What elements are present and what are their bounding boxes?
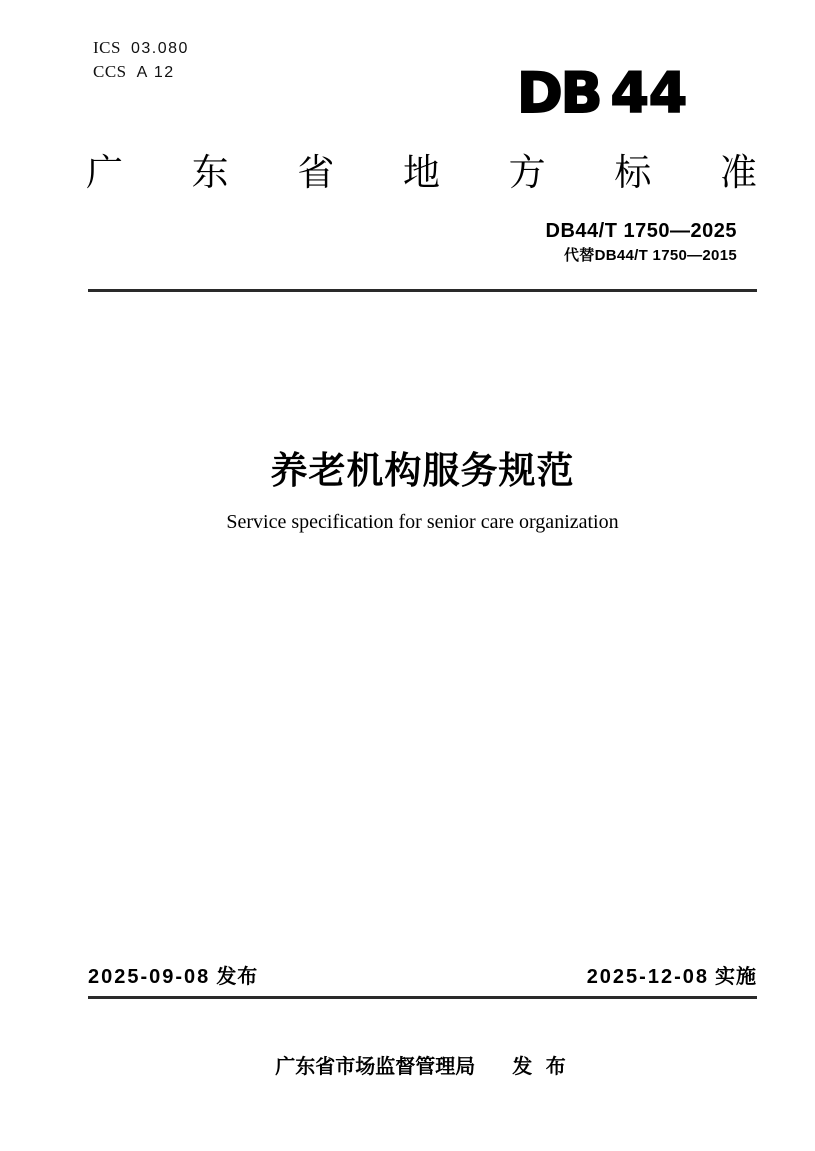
issue-label: 发布: [216, 966, 259, 988]
footer-rule: [88, 996, 757, 999]
ccs-value: A 12: [136, 64, 175, 81]
implement-date: 2025-12-08: [586, 966, 709, 988]
document-title: 养老机构服务规范: [270, 450, 575, 491]
replaces-note: 代替DB44/T 1750—2015: [564, 247, 737, 264]
standard-number-block: [546, 218, 737, 265]
ccs-label: CCS: [93, 62, 127, 81]
db44-logo-number: 44: [610, 61, 688, 125]
ics-label: ICS: [93, 38, 121, 57]
header-rule: [88, 289, 757, 292]
dates-row: [88, 960, 757, 989]
ics-row: [93, 36, 189, 60]
publisher-name: 广东省市场监督管理局: [275, 1056, 476, 1078]
issue-date-group: [88, 960, 258, 989]
db44-logo-prefix: DB: [517, 61, 601, 125]
publisher-row: [88, 1050, 757, 1079]
publish-action-label: 发 布: [512, 1056, 570, 1078]
db44-logo: [517, 61, 688, 125]
issue-date: 2025-09-08: [88, 966, 211, 988]
classification-block: [93, 36, 189, 84]
document-title-english: Service specification for senior care organization: [226, 511, 619, 533]
standard-number: DB44/T 1750—2025: [545, 220, 737, 242]
ccs-row: [93, 60, 189, 84]
standard-name-heading: 广东省地方标准: [86, 152, 757, 193]
implement-date-group: [587, 960, 757, 989]
ics-value: 03.080: [130, 40, 189, 57]
implement-label: 实施: [715, 966, 757, 988]
